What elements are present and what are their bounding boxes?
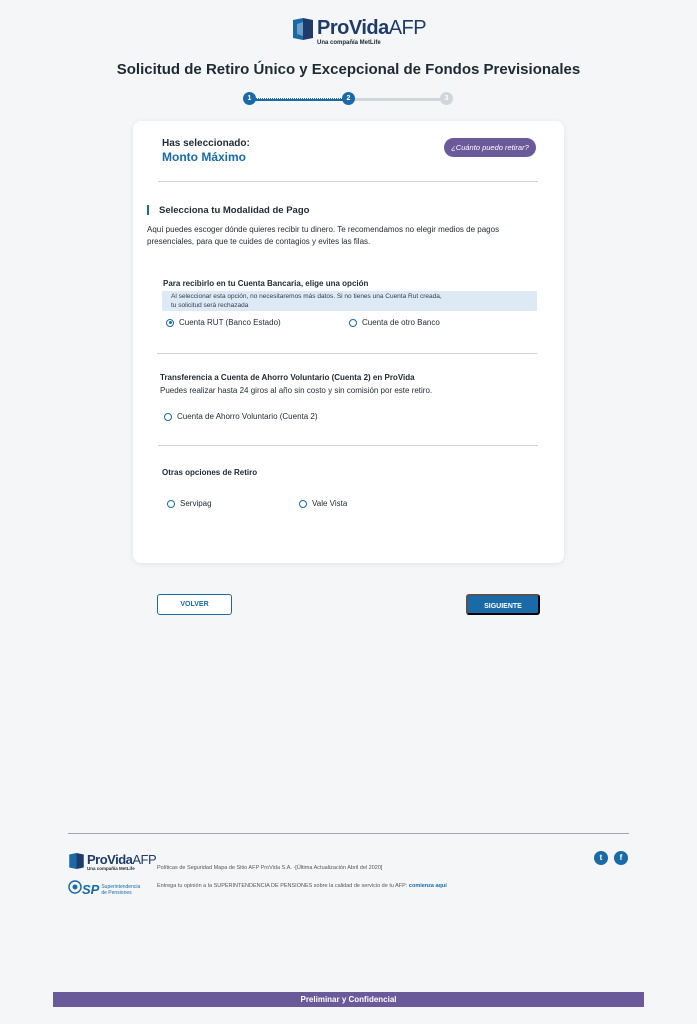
footer-divider [68, 833, 629, 834]
logo-tagline: Una compañía MetLife [317, 40, 381, 46]
payment-method-card [133, 121, 564, 563]
footer-provida-logo[interactable] [69, 853, 156, 874]
provida-logo[interactable] [293, 18, 426, 46]
step-1: 1 [243, 92, 256, 105]
radio-unchecked-icon [164, 413, 172, 421]
sp-feedback-text: Entrega tu opinión a la SUPERINTENDENCIA DE PENSIONES sobre la calidad de servicio de tu AFP: comienza aquí [157, 883, 447, 889]
other-group-title: Otras opciones de Retiro [162, 468, 258, 477]
provida-logo-mark-icon [293, 18, 313, 40]
bank-info-line-1: Al seleccionar esta opción, no necesitaremos más datos. Si no tienes una Cuenta Rut creada, [171, 293, 442, 300]
selection-value: Monto Máximo [162, 150, 246, 164]
sp-logo-text: Superintendencia de Pensiones [101, 883, 141, 896]
provida-logo-mark-icon [69, 853, 84, 874]
radio-unchecked-icon [299, 500, 307, 508]
transfer-group-title: Transferencia a Cuenta de Ahorro Voluntario (Cuenta 2) en ProVida [160, 373, 415, 382]
page-title: Solicitud de Retiro Único y Excepcional de Fondos Previsionales [116, 61, 581, 78]
sp-logo-icon [68, 880, 82, 899]
radio-vale-vista[interactable] [299, 499, 347, 508]
radio-servipag[interactable] [167, 499, 212, 508]
twitter-icon[interactable]: t [594, 851, 608, 865]
radio-cuenta-2[interactable] [164, 412, 318, 421]
selection-label: Has seleccionado: [162, 138, 250, 149]
sp-logo-mark: SP [82, 882, 100, 897]
divider [158, 445, 538, 446]
radio-otro-banco[interactable] [349, 318, 440, 327]
progress-stepper [243, 92, 453, 106]
radio-unchecked-icon [167, 500, 175, 508]
superintendencia-logo[interactable] [68, 880, 140, 899]
stepper-line-completed [250, 98, 348, 101]
stepper-line-pending [348, 98, 446, 101]
payment-section-title: Selecciona tu Modalidad de Pago [159, 205, 310, 216]
bank-group-title: Para recibirlo en tu Cuenta Bancaria, elige una opción [163, 279, 369, 288]
sp-feedback-link[interactable]: comienza aquí [408, 883, 447, 889]
confidential-banner: Preliminar y Confidencial [53, 992, 644, 1007]
how-much-can-i-withdraw-button[interactable]: ¿Cuánto puedo retirar? [444, 138, 536, 157]
footer-links[interactable]: Políticas de Seguridad Mapa de Sitio AFP ProVida S.A. -[Última Actualización Abril del 2020] [157, 865, 383, 871]
bank-info-box [162, 291, 537, 311]
step-2: 2 [342, 92, 355, 105]
logo-name: ProVidaAFP [317, 17, 427, 39]
logo-name: ProVidaAFP [87, 852, 157, 867]
radio-cuenta-rut[interactable] [166, 318, 281, 327]
radio-label: Vale Vista [312, 499, 348, 508]
divider [157, 353, 537, 354]
logo-tagline: Una compañía MetLife [87, 866, 135, 871]
divider [158, 181, 538, 182]
payment-section-description: Aquí puedes escoger dónde quieres recibir tu dinero. Te recomendamos no elegir medios de pagos presenciales, para que te cuides de contagios y evites las filas. [147, 225, 500, 246]
radio-label: Cuenta RUT (Banco Estado) [179, 318, 281, 327]
section-accent-bar [147, 205, 149, 215]
radio-label: Cuenta de Ahorro Voluntario (Cuenta 2) [177, 412, 318, 421]
radio-unchecked-icon [349, 319, 357, 327]
radio-label: Cuenta de otro Banco [362, 318, 440, 327]
next-button[interactable]: SIGUIENTE [466, 594, 540, 615]
facebook-icon[interactable]: f [614, 851, 628, 865]
bank-info-line-2: tu solicitud será rechazada [171, 302, 249, 309]
radio-label: Servipag [180, 499, 212, 508]
radio-checked-icon [166, 319, 174, 327]
transfer-group-description: Puedes realizar hasta 24 giros al año sin costo y sin comisión por este retiro. [160, 386, 433, 395]
step-3: 3 [440, 92, 453, 105]
back-button[interactable]: VOLVER [157, 594, 232, 615]
